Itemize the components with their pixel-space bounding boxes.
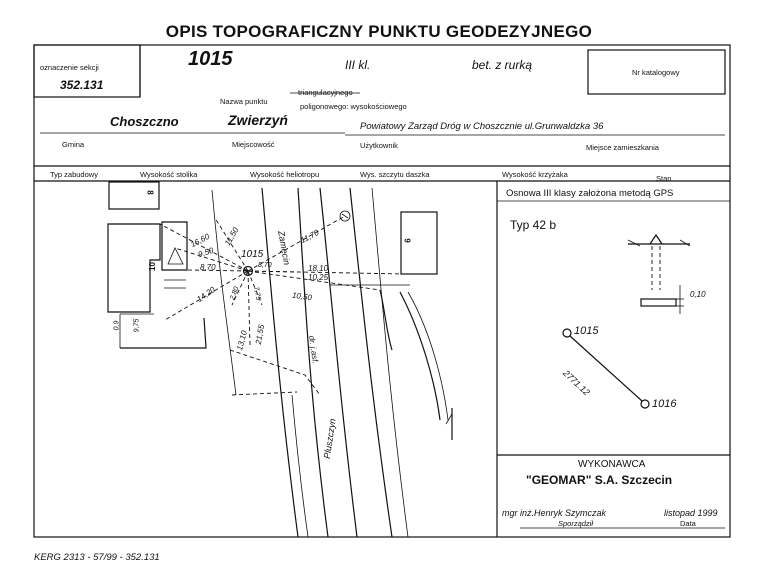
measure: 2,80 [229, 285, 241, 302]
point-b-label: 1016 [652, 398, 677, 410]
type-label: Typ zabudowy [50, 170, 98, 179]
contractor-heading: WYKONAWCA [578, 459, 646, 470]
measure: 7,75 [252, 286, 262, 301]
measure: 21,55 [253, 323, 267, 346]
building-a-number: 8 [145, 190, 155, 195]
measure: 18,10 [308, 264, 329, 273]
measure: 14,20 [195, 285, 217, 304]
gmina-label: Gmina [62, 140, 85, 149]
measure: 10,25 [308, 273, 329, 282]
place-value: Zwierzyń [228, 112, 288, 128]
measure: 9,75 [133, 318, 141, 333]
distance-label: 2771.12 [561, 368, 592, 398]
user-label: Użytkownik [360, 141, 398, 150]
pole-label: Wysokość stolika [140, 170, 198, 179]
polygon-label: poligonowego: wysokościowego [300, 102, 407, 111]
stabilization-value: bet. z rurką [472, 58, 533, 72]
road-mid-label: dr. j.asf. [307, 335, 320, 365]
measure: 0,9 [113, 320, 121, 331]
road-right-label: Pluszczyn [322, 417, 338, 460]
heliotrope-label: Wysokość heliotropu [250, 170, 320, 179]
page-title: OPIS TOPOGRAFICZNY PUNKTU GEODEZYJNEGO [165, 22, 593, 41]
point-name-label: Nazwa punktu [220, 97, 268, 106]
author-label: Sporządził [558, 519, 594, 528]
user-value: Powiatowy Zarząd Dróg w Choszcznie ul.Grunwaldzka 36 [360, 121, 604, 132]
measure: 16,60 [189, 231, 211, 250]
date-value: listopad 1999 [664, 508, 718, 518]
depth-value: 0,10 [690, 290, 706, 299]
residence-label: Miejsce zamieszkania [586, 143, 659, 152]
board-label: Wys. szczytu daszka [360, 170, 430, 179]
building-c-number: 6 [403, 238, 413, 243]
contractor-name: "GEOMAR" S.A. Szczecin [526, 473, 673, 487]
section-label: oznaczenie sekcji [40, 63, 99, 72]
road-left-label: Zamęcin [276, 230, 292, 266]
place-label: Miejscowość [232, 140, 275, 149]
point-label: 1015 [241, 249, 264, 260]
type-text: Typ 42 b [510, 218, 557, 232]
measure: 8,70 [258, 262, 272, 269]
date-label: Data [680, 519, 696, 528]
gmina-value: Choszczno [110, 114, 179, 129]
measure: 10,50 [291, 290, 313, 303]
measure: 8,70 [200, 263, 216, 272]
measure: 9,50 [196, 245, 215, 260]
footer-reference: KERG 2313 - 57/99 - 352.131 [34, 552, 160, 563]
point-number: 1015 [188, 48, 233, 70]
state-label: Stan [656, 174, 672, 183]
class-value: III kl. [345, 58, 371, 72]
triangulation-label: triangulacyjnego [298, 88, 353, 97]
catalog-label: Nr katalogowy [632, 68, 680, 77]
measure: 13,10 [235, 329, 249, 352]
cross-label: Wysokość krzyżaka [502, 170, 568, 179]
building-b-number: 10 [147, 262, 157, 271]
point-a-label: 1015 [574, 325, 599, 337]
measure: 11,70 [299, 227, 321, 246]
author-name: mgr inż.Henryk Szymczak [502, 508, 607, 518]
network-text: Osnowa III klasy założona metodą GPS [506, 188, 674, 199]
measure: 11,50 [222, 225, 241, 248]
section-value: 352.131 [60, 78, 104, 92]
